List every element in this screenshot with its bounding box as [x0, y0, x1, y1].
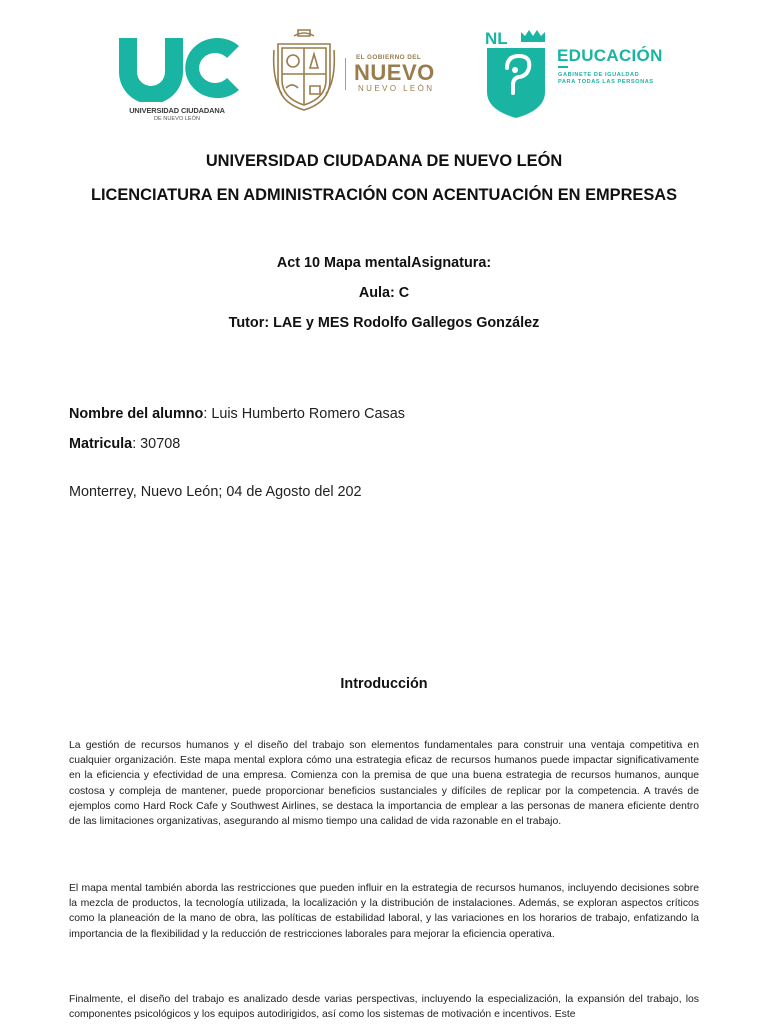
- gobierno-big-text: NUEVO: [354, 60, 435, 85]
- logo-strip: [0, 28, 768, 123]
- gobierno-subtitle: NUEVO LEÓN: [358, 84, 435, 93]
- educacion-subtitle-2: PARA TODAS LAS PERSONAS: [558, 79, 654, 85]
- student-name-field: [69, 406, 405, 422]
- educacion-accent-bar: [558, 66, 568, 68]
- uc-logo: [112, 34, 242, 124]
- educacion-title: EDUCACIÓN: [557, 46, 663, 65]
- degree-name: LICENCIATURA EN ADMINISTRACIÓN CON ACENTUACIÓN EN EMPRESAS: [90, 186, 678, 204]
- uc-subtitle: DE NUEVO LEÓN: [153, 116, 200, 122]
- matricula-label: Matricula: [69, 436, 133, 452]
- student-name-value: : Luis Humberto Romero Casas: [203, 406, 405, 422]
- svg-text:NL: NL: [485, 29, 508, 48]
- university-name: UNIVERSIDAD CIUDADANA DE NUEVO LEÓN: [205, 152, 563, 170]
- logo-divider: [345, 58, 346, 90]
- educacion-logo: [485, 28, 680, 120]
- uc-name: UNIVERSIDAD CIUDADANA: [129, 106, 225, 115]
- activity-title: Act 10 Mapa mentalAsignatura:: [276, 255, 492, 271]
- coat-of-arms-icon: [272, 28, 336, 112]
- matricula-value: : 30708: [132, 436, 181, 452]
- tutor-label: Tutor: LAE y MES Rodolfo Gallegos González: [228, 315, 540, 331]
- intro-paragraph-1: La gestión de recursos humanos y el diseño del trabajo son elementos fundamentales para construir una ventaja competitiva en cualquier organización. Este mapa mental explora cómo una estrategia eficaz de recursos humanos puede impactar significativamente en la eficiencia y efectividad de una empresa. Comienza con la premisa de que una buena estrategia de recursos humanos, aunque costosa y compleja de mantener, puede proporcionar beneficios sustanciales y difíciles de replicar por la competencia. A través de ejemplos como Hard Rock Cafe y Southwest Airlines, se destaca la importancia de emplear a las personas de manera eficiente dentro de las limitaciones organizativas, asegurando al mismo tiempo una calidad de vida razonable en el trabajo.: [69, 740, 699, 828]
- student-name-label: Nombre del alumno: [69, 406, 204, 422]
- gobierno-small-text: EL GOBIERNO DEL: [356, 54, 422, 61]
- matricula-field: [69, 436, 180, 452]
- intro-paragraph-2: El mapa mental también aborda las restricciones que pueden influir en la estrategia de recursos humanos, incluyendo decisiones sobre la mezcla de productos, la tecnología utilizada, la localización y la distribución de instalaciones. Además, se exploran aspectos críticos como la planeación de la mano de obra, las políticas de estabilidad laboral, y las variaciones en los horarios de trabajo, enfatizando la importancia de la flexibilidad y la reducción de restricciones laborales para mejorar la eficiencia operativa.: [69, 883, 699, 940]
- nl-education-badge-icon: [485, 28, 549, 120]
- gobierno-nuevo-leon-logo: [272, 28, 457, 112]
- intro-paragraph-3: Finalmente, el diseño del trabajo es analizado desde varias perspectivas, incluyendo la especialización, la expansión del trabajo, los componentes psicológicos y los equipos autodirigidos, así como los sistemas de motivación e incentivos. Este: [69, 994, 699, 1021]
- educacion-subtitle-1: GABINETE DE IGUALDAD: [558, 72, 640, 78]
- aula-label: Aula: C: [358, 285, 410, 301]
- uc-letters-graphic: [115, 34, 239, 102]
- introduction-heading: Introducción: [340, 676, 428, 692]
- place-date: Monterrey, Nuevo León; 04 de Agosto del 202: [69, 484, 362, 500]
